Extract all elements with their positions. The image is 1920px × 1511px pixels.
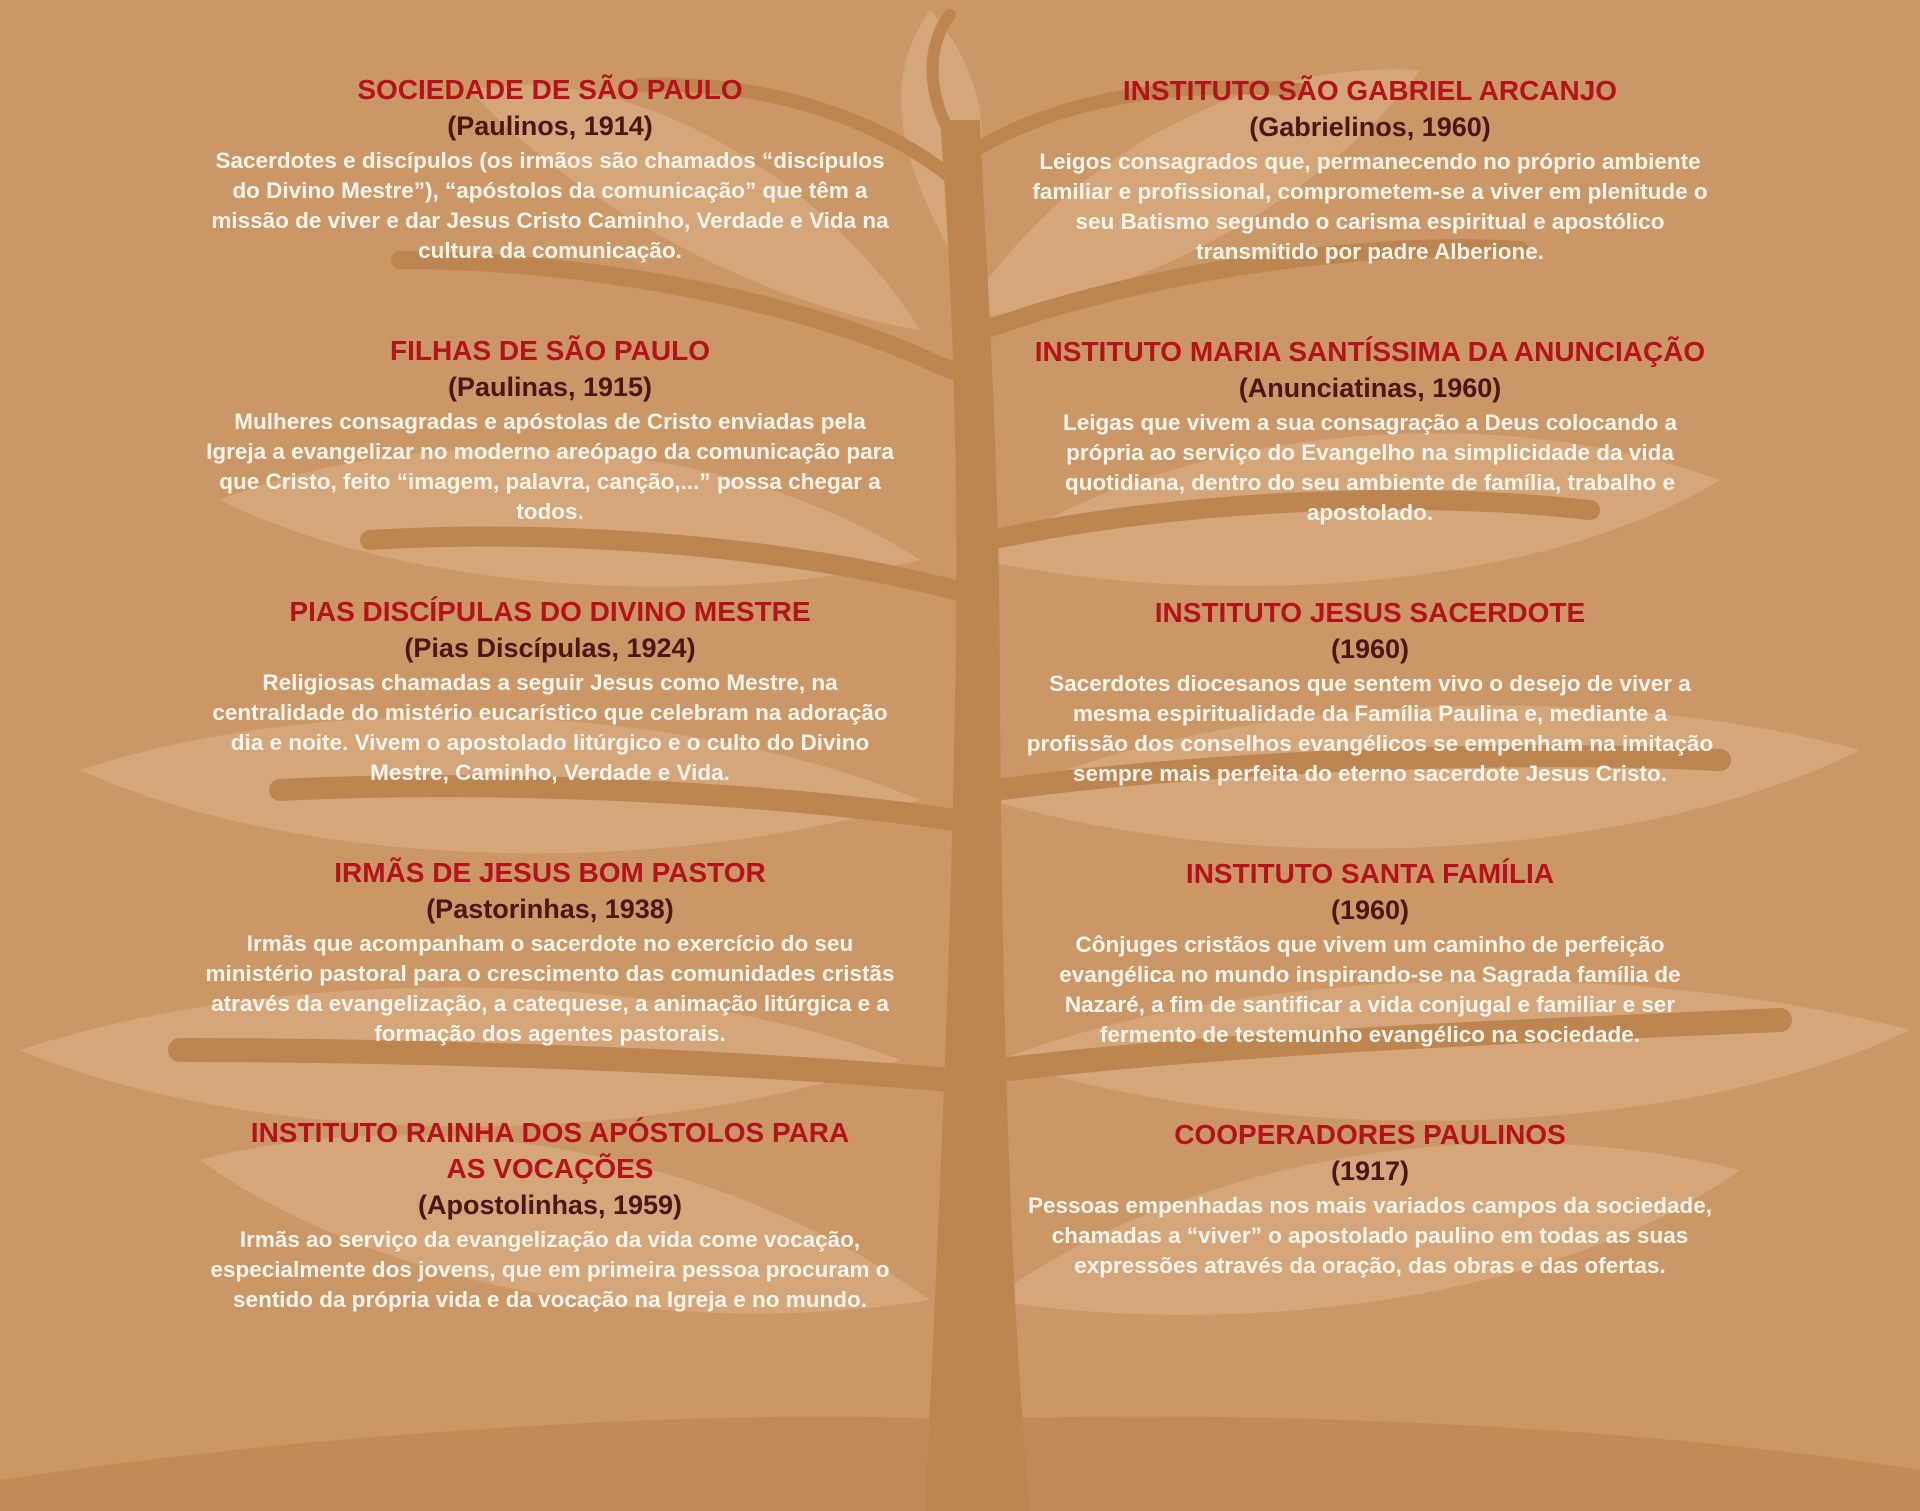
entry-description: Leigas que vivem a sua consagração a Deus colocando a própria ao serviço do Evangelho na simplicidade da vida quotidiana, dentro do seu ambiente de família, trabalho e apostolado. [1063,410,1677,525]
entry-title: PIAS DISCÍPULAS DO DIVINO MESTRE [289,596,811,627]
entry-description: Sacerdotes e discípulos (os irmãos são chamados “discípulos do Divino Mestre”), “apóstolos da comunicação” que têm a missão de viver e dar Jesus Cristo Caminho, Verdade e Vida na cultura da comunicação. [211,148,889,263]
entry-instituto-maria-santissima [1010,334,1730,528]
entry-title: IRMÃS DE JESUS BOM PASTOR [334,857,766,888]
entry-instituto-rainha-dos-apostolos [210,1115,890,1315]
entry-description: Mulheres consagradas e apóstolas de Cristo enviadas pela Igreja a evangelizar no moderno areópago da comunicação para que Cristo, feito “imagem, palavra, canção,...” possa chegar a todos. [206,409,894,524]
entry-filhas-de-sao-paulo [190,333,910,527]
entry-subtitle: (1917) [1330,1156,1410,1186]
entry-title: INSTITUTO RAINHA DOS APÓSTOLOS PARA AS VOCAÇÕES [250,1117,850,1184]
entry-subtitle: (Paulinos, 1914) [447,111,653,141]
entry-irmas-de-jesus-bom-pastor [190,855,910,1049]
entry-description: Religiosas chamadas a seguir Jesus como Mestre, na centralidade do mistério eucarístico que celebram na adoração dia e noite. Vivem o apostolado litúrgico e o culto do Divino Mestre, Caminho, Verdade e Vida. [212,670,888,785]
entry-cooperadores-paulinos [1010,1117,1730,1281]
entry-instituto-sao-gabriel-arcanjo [1010,73,1730,267]
entry-instituto-santa-familia [1010,856,1730,1050]
entry-title: INSTITUTO SANTA FAMÍLIA [1185,858,1555,889]
entry-description: Cônjuges cristãos que vivem um caminho de perfeição evangélica no mundo inspirando-se na Sagrada família de Nazaré, a fim de santificar a vida conjugal e familiar e ser fermento de testemunho evangélico na sociedade. [1059,932,1681,1047]
entry-subtitle: (1960) [1330,634,1410,664]
entry-description: Leigos consagrados que, permanecendo no próprio ambiente familiar e profissional, comprometem-se a viver em plenitude o seu Batismo segundo o carisma espiritual e apostólico transmitido por padre Alberione. [1032,149,1708,264]
entry-sociedade-sao-paulo [190,72,910,266]
entry-title: INSTITUTO MARIA SANTÍSSIMA DA ANUNCIAÇÃO [1034,336,1706,367]
entry-subtitle: (Pastorinhas, 1938) [426,894,674,924]
entry-subtitle: (Anunciatinas, 1960) [1238,373,1502,403]
entry-subtitle: (Gabrielinos, 1960) [1249,112,1491,142]
entry-description: Irmãs que acompanham o sacerdote no exercício do seu ministério pastoral para o crescimento das comunidades cristãs através da evangelização, a catequese, a animação litúrgica e a formação dos agentes pastorais. [205,931,895,1046]
entry-description: Pessoas empenhadas nos mais variados campos da sociedade, chamadas a “viver” o apostolado paulino em todas as suas expressões através da oração, das obras e das ofertas. [1027,1193,1713,1278]
entry-subtitle: (1960) [1330,895,1410,925]
entry-title: INSTITUTO SÃO GABRIEL ARCANJO [1122,75,1618,106]
entry-title: INSTITUTO JESUS SACERDOTE [1154,597,1586,628]
entry-pias-discipulas [190,594,910,788]
entry-instituto-jesus-sacerdote [1010,595,1730,789]
entry-title: COOPERADORES PAULINOS [1174,1119,1566,1150]
entry-description: Irmãs ao serviço da evangelização da vida come vocação, especialmente dos jovens, que em primeira pessoa procuram o sentido da própria vida e da vocação na Igreja e no mundo. [210,1227,890,1312]
entry-subtitle: (Pias Discípulas, 1924) [404,633,696,663]
entry-title: FILHAS DE SÃO PAULO [390,335,710,366]
entry-subtitle: (Paulinas, 1915) [447,372,653,402]
entry-subtitle: (Apostolinhas, 1959) [417,1190,683,1220]
entry-title: SOCIEDADE DE SÃO PAULO [357,74,743,105]
entry-description: Sacerdotes diocesanos que sentem vivo o desejo de viver a mesma espiritualidade da Família Paulina e, mediante a profissão dos conselhos evangélicos se empenham na imitação sempre mais perfeita do eterno sacerdote Jesus Cristo. [1026,671,1714,786]
